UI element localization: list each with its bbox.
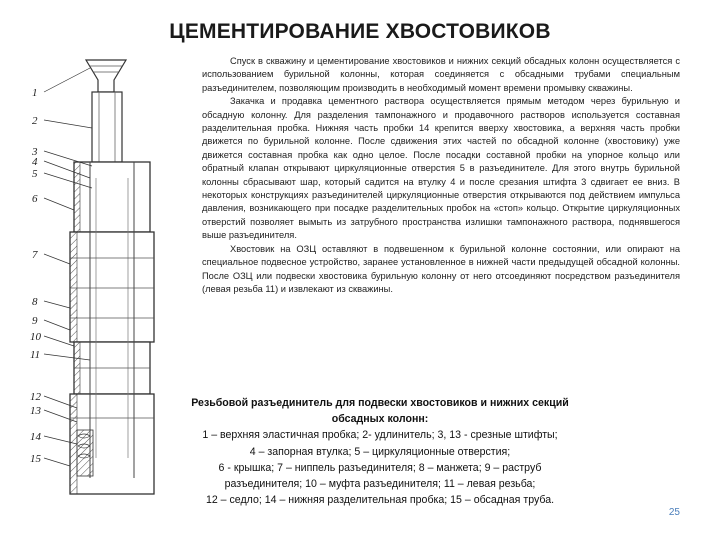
caption-line-1: 1 – верхняя эластичная пробка; 2- удлинитель; 3, 13 - срезные штифты; bbox=[202, 429, 558, 442]
paragraph-3: Хвостовик на ОЗЦ оставляют в подвешенном к бурильной колонне состоянии, или опирают на специальное подвесное устройство, заранее установленное в нижней части предыдущей обсадной колонны. После ОЗЦ или подвески хвостовика бурильную колонну от него отсоединяют посредством разъединителя (левая резьба 11) и извлекают из скважины. bbox=[202, 243, 680, 294]
drawing-label-7: 7 bbox=[32, 249, 38, 261]
drawing-label-5: 5 bbox=[32, 168, 38, 180]
drawing-label-4: 4 bbox=[32, 156, 38, 168]
drawing-label-10: 10 bbox=[30, 331, 41, 343]
drawing-label-13: 13 bbox=[30, 405, 41, 417]
caption-line-5: 12 – седло; 14 – нижняя разделительная пробка; 15 – обсадная труба. bbox=[205, 494, 555, 507]
drawing-label-6: 6 bbox=[32, 193, 38, 205]
caption-line-3: 6 - крышка; 7 – ниппель разъединителя; 8 – манжета; 9 – раструб bbox=[218, 461, 542, 474]
drawing-label-11: 11 bbox=[30, 349, 41, 361]
paragraph-1: Спуск в скважину и цементирование хвостовиков и нижних секций обсадных колонн осуществляется с использованием бурильной колонны, которая соединяется с обсадными трубами специальным разъединителем, позволяющим производить в необходимый момент времени промывку скважины. bbox=[202, 56, 680, 93]
drawing-label-9: 9 bbox=[32, 315, 38, 327]
caption-line-4: разъединителя; 10 – муфта разъединителя; 11 – левая резьба; bbox=[224, 478, 536, 491]
slide-title: ЦЕМЕНТИРОВАНИЕ ХВОСТОВИКОВ bbox=[169, 20, 551, 43]
drawing-label-15: 15 bbox=[30, 453, 41, 465]
caption-line-2: 4 – запорная втулка; 5 – циркуляционные отверстия; bbox=[249, 445, 511, 458]
drawing-label-3: 3 bbox=[32, 146, 38, 158]
drawing-label-2: 2 bbox=[32, 115, 38, 127]
disconnector-drawing bbox=[30, 38, 190, 498]
drawing-label-1: 1 bbox=[32, 87, 38, 99]
caption-title: Резьбовой разъединитель для подвески хвостовиков и нижних секций обсадных колонн: bbox=[191, 397, 569, 426]
body-text bbox=[202, 55, 680, 296]
drawing-label-14: 14 bbox=[30, 431, 41, 443]
paragraph-2: Закачка и продавка цементного раствора осуществляется прямым методом через бурильную и обсадную колонну. Для разделения тампонажного и продавочного растворов используется составная разделительная пробка. Нижняя часть пробки 14 крепится вверху хвостовика, а верхняя часть пробки движется по бурильной колонне. После сдвижения этих частей по обсадной колонне (хвостовику) уже движется составная пробка как одно целое. После посадки составной пробки на упорное кольцо или обратный клапан открывают циркуляционные отверстия 5 в разъединителе. Для этого внутрь бурильной колонны сбрасывают шар, который садится на втулку 4 и после срезания штифта 3 сдвигает ее вниз. В некоторых конструкциях разъединителей циркуляционные отверстия открываются под действием импульса давления, возникающего при посадке разделительных пробок на «стоп» кольцо. Открытие циркуляционных отверстий позволяет вымыть из затрубного пространства излишки тампонажного раствора, поднявшегося выше разъединителя. bbox=[202, 96, 680, 241]
page-number: 25 bbox=[668, 507, 680, 518]
drawing-label-12: 12 bbox=[30, 391, 41, 403]
figure-caption bbox=[170, 395, 590, 508]
drawing-label-8: 8 bbox=[32, 296, 38, 308]
